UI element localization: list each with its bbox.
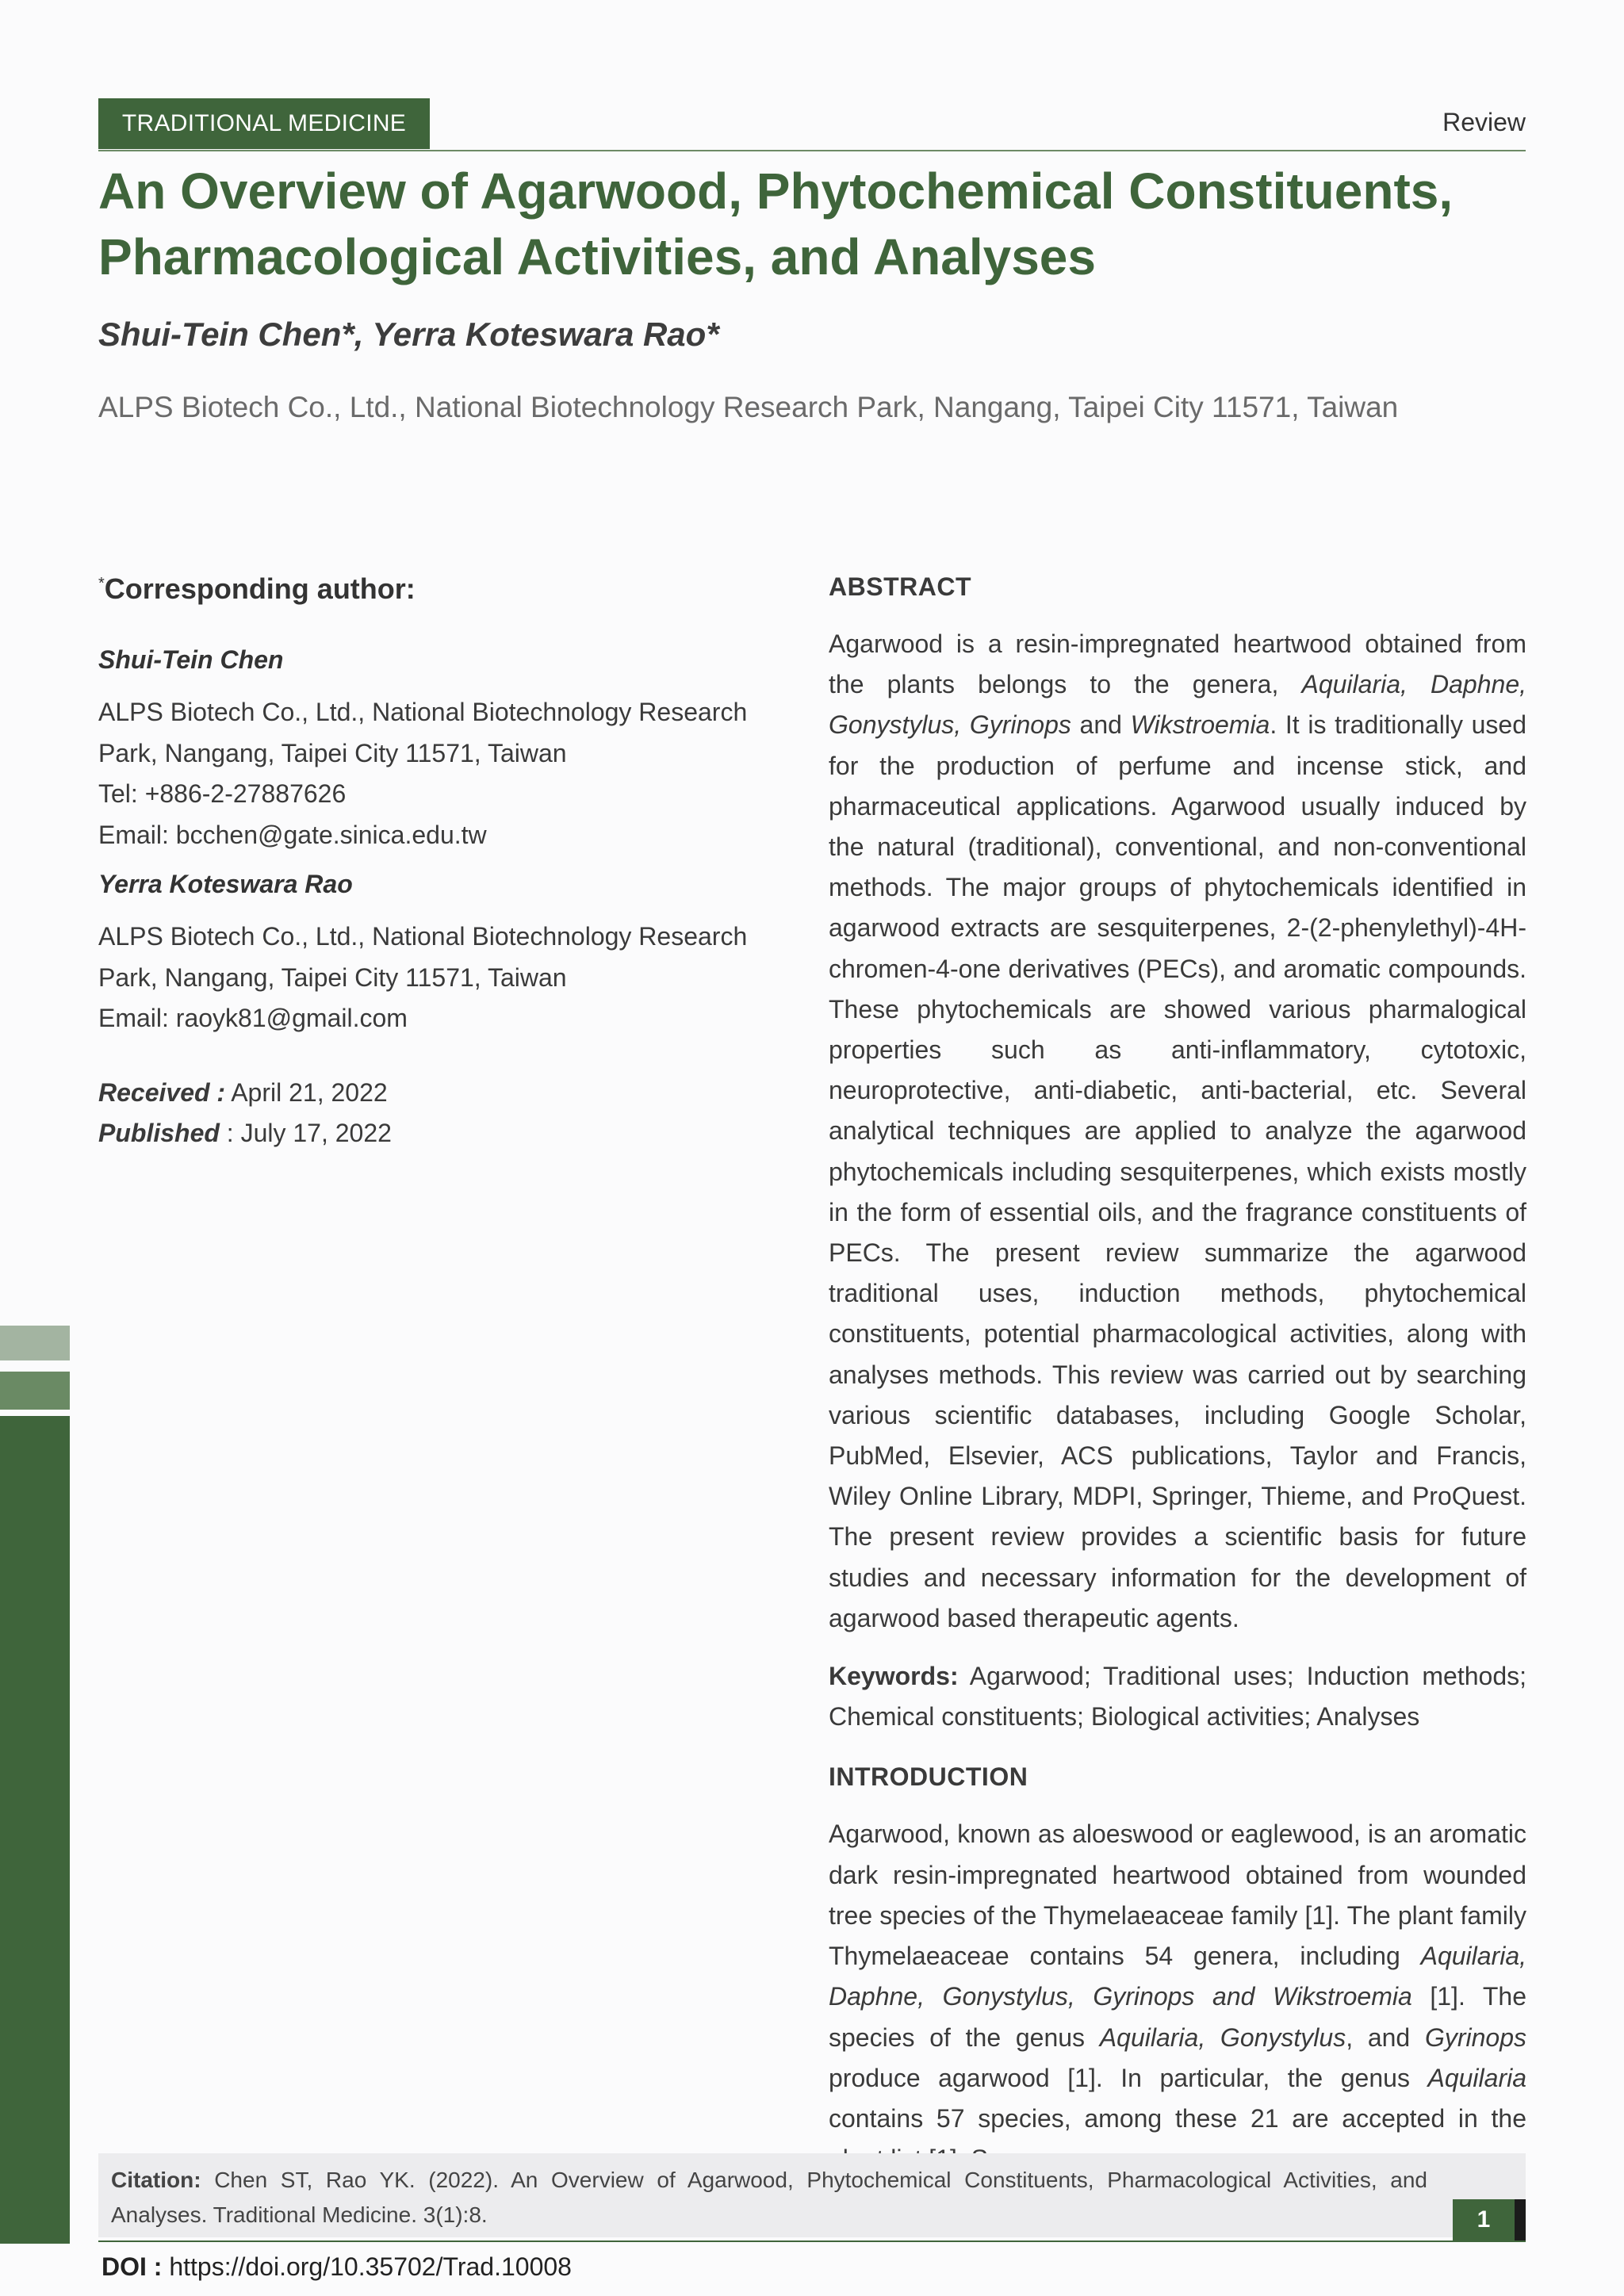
author-2-email[interactable]: Email: raoyk81@gmail.com	[98, 1004, 408, 1032]
published-value: : July 17, 2022	[219, 1119, 392, 1147]
side-decoration-light	[0, 1326, 70, 1360]
author-2-contact	[98, 916, 749, 1039]
intro-text-2: [1]. The species of the genus	[829, 1982, 1527, 2052]
abstract-text-2: and	[1071, 710, 1131, 740]
introduction-heading: INTRODUCTION	[829, 1762, 1028, 1792]
corresponding-heading	[98, 572, 749, 606]
intro-genera-2: Aquilaria, Gonystylus	[1099, 2022, 1346, 2052]
intro-text-3: , and	[1346, 2022, 1425, 2052]
keywords-label: Keywords:	[829, 1662, 959, 1691]
author-1-address-line1: ALPS Biotech Co., Ltd., National Biotechnology Research	[98, 698, 748, 726]
received-date	[98, 1073, 749, 1114]
abstract-paragraph	[829, 624, 1526, 1639]
section-tag: TRADITIONAL MEDICINE	[98, 98, 430, 149]
header-divider	[98, 150, 1526, 151]
publication-dates	[98, 1073, 749, 1154]
keywords-list: Agarwood; Traditional uses; Induction methods; Chemical constituents; Biological activities; Analyses	[829, 1662, 1526, 1732]
abstract-genera-2: Wikstroemia	[1130, 710, 1270, 740]
doi-link[interactable]: https://doi.org/10.35702/Trad.10008	[162, 2252, 572, 2281]
doi-line	[102, 2252, 572, 2282]
citation-label: Citation:	[111, 2168, 201, 2192]
side-decoration-bar	[0, 1416, 70, 2244]
intro-genera-4: Aquilaria	[1427, 2063, 1526, 2092]
side-decoration-mid	[0, 1372, 70, 1410]
page-number: 1	[1453, 2199, 1515, 2241]
abstract-heading: ABSTRACT	[829, 572, 971, 601]
intro-genera-3: Gyrinops	[1424, 2022, 1527, 2052]
published-label: Published	[98, 1119, 220, 1147]
footer-divider	[98, 2241, 1526, 2242]
page-number-edge	[1515, 2199, 1526, 2241]
doi-label: DOI :	[102, 2252, 163, 2281]
abstract-text-1: Agarwood is a resin-impregnated heartwood obtained from the plants belongs to the genera,	[829, 629, 1526, 699]
author-list: Shui-Tein Chen*, Yerra Koteswara Rao*	[98, 316, 719, 353]
abstract-text-3: . It is traditionally used for the production of perfume and incense stick, and pharmaceutical applications. Agarwood usually induced by the natural (traditional), conventional, and non-conventional methods. The major groups of phytochemicals identified in agarwood extracts are sesquiterpenes, 2-(2-phenylethyl)-4H-chromen-4-one derivatives (PECs), and aromatic compounds. These phytochemicals are showed various pharmalogical properties such as anti-inflammatory, cytotoxic, neuroprotective, anti-diabetic, anti-bacterial, etc. Several analytical techniques are applied to analyze the agarwood phytochemicals including sesquiterpenes, which exists mostly in the form of essential oils, and the fragrance constituents of PECs. The present review summarize the agarwood traditional uses, induction methods, phytochemical constituents, potential pharmacological activities, along with analyses methods. This review was carried out by searching various scientific databases, including Google Scholar, PubMed, Elsevier, ACS publications, Taylor and Francis, Wiley Online Library, MDPI, Springer, Thieme, and ProQuest. The present review provides a scientific basis for future studies and necessary information for the development of agarwood based therapeutic agents.	[829, 710, 1527, 1632]
published-date	[98, 1113, 749, 1154]
introduction-paragraph	[829, 1814, 1526, 2179]
author-1-name: Shui-Tein Chen	[98, 645, 284, 674]
intro-text-5: contains 57 species, among these 21 are accepted in the	[829, 2103, 1526, 2133]
main-text-column	[829, 572, 1526, 2179]
author-2-address-line2: Park, Nangang, Taipei City 11571, Taiwan	[98, 962, 567, 992]
author-2-address-line1: ALPS Biotech Co., Ltd., National Biotechnology Research	[98, 922, 748, 951]
author-1-contact	[98, 692, 749, 855]
author-2-name: Yerra Koteswara Rao	[98, 870, 353, 898]
document-type-label: Review	[1442, 108, 1526, 136]
asterisk-marker: *	[98, 575, 105, 592]
citation-body: Chen ST, Rao YK. (2022). An Overview of Agarwood, Phytochemical Constituents, Pharmacological Activities, and Analyses. Traditional Medicine. 3(1):8.	[111, 2168, 1427, 2227]
corresponding-heading-text: Corresponding author:	[104, 572, 416, 605]
author-1-tel: Tel: +886-2-27887626	[98, 779, 347, 808]
received-label: Received :	[98, 1077, 226, 1107]
corresponding-author-block	[98, 572, 749, 1154]
intro-text-1: Agarwood, known as aloeswood or eaglewood, is an aromatic dark resin-impregnated heartwood obtained from wounded tree species of the Thymelaeaceae family [1]. The plant family Thymelaeaceae contains 54 genera, including	[829, 1820, 1526, 1971]
keywords-paragraph	[829, 1656, 1526, 1737]
citation-text	[111, 2163, 1427, 2233]
abstract-genera-1: Aquilaria, Daphne, Gonystylus, Gyrinops	[829, 670, 1527, 740]
intro-text-4: produce agarwood [1]. In particular, the genus	[829, 2063, 1428, 2092]
article-title: An Overview of Agarwood, Phytochemical Constituents, Pharmacological Activities, and Analyses	[98, 163, 1454, 285]
author-1-address-line2: Park, Nangang, Taipei City 11571, Taiwan	[98, 738, 567, 767]
affiliation: ALPS Biotech Co., Ltd., National Biotechnology Research Park, Nangang, Taipei City 11571, Taiwan	[98, 391, 1399, 423]
intro-genera-1: Aquilaria, Daphne, Gonystylus, Gyrinops and Wikstroemia	[829, 1942, 1526, 2011]
author-1-email[interactable]: Email: bcchen@gate.sinica.edu.tw	[98, 820, 487, 849]
received-value: April 21, 2022	[225, 1077, 388, 1107]
